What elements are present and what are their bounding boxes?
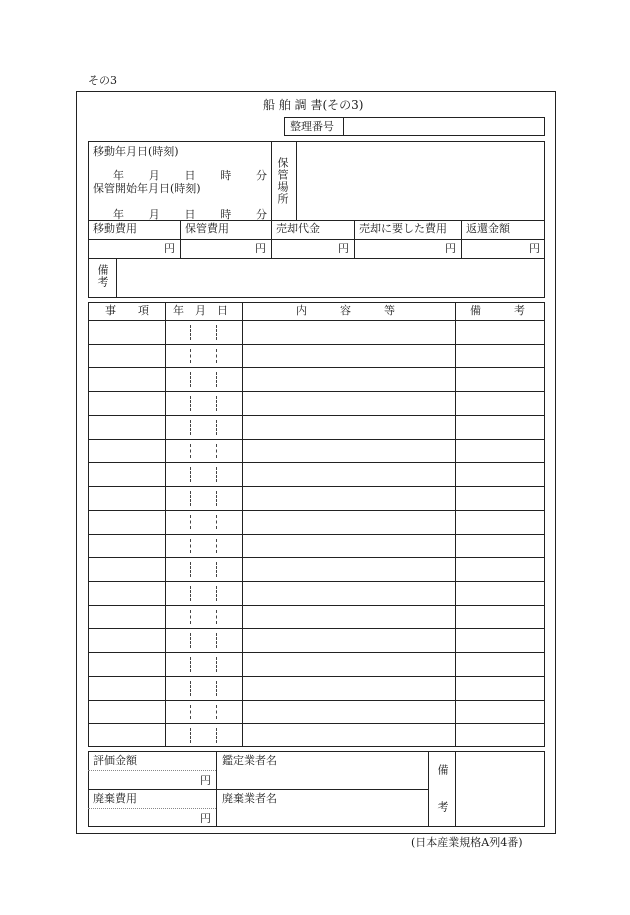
table-row[interactable] (88, 700, 545, 724)
date-separator (216, 586, 217, 601)
henkan-kingaku-field[interactable]: 円 (529, 242, 540, 255)
idou-hiyou-label: 移動費用 (93, 222, 137, 235)
date-separator (216, 633, 217, 648)
date-separator (190, 633, 191, 648)
baikyaku-hiyou-label: 売却に要した費用 (359, 222, 447, 235)
date-separator (190, 444, 191, 459)
idou-nengappi-label: 移動年月日(時刻) (93, 145, 179, 158)
document-title: 船 舶 調 書(その3) (263, 98, 364, 112)
date-separator (190, 515, 191, 530)
date-separator (190, 657, 191, 672)
date-separator (216, 325, 217, 340)
log-header-nengappi: 年 月 日 (173, 304, 228, 317)
date-separator (216, 444, 217, 459)
haiki-gyousha-label: 廃棄業者名 (222, 792, 277, 805)
date-separator (190, 420, 191, 435)
table-row[interactable] (88, 367, 545, 391)
baikyaku-daikin-label: 売却代金 (276, 222, 320, 235)
hokan-hiyou-label: 保管費用 (185, 222, 229, 235)
log-header-biko: 備 考 (470, 304, 525, 317)
hyouka-kingaku-field[interactable]: 円 (200, 774, 211, 787)
idou-nengappi-field[interactable]: 年 月 日 時 分 (113, 169, 267, 182)
date-separator (190, 396, 191, 411)
date-separator (216, 349, 217, 364)
table-row[interactable] (88, 415, 545, 439)
bottom-biko-field[interactable] (458, 754, 542, 824)
page-label: その3 (88, 74, 117, 87)
log-header-jikou: 事 項 (105, 304, 149, 317)
baikyaku-hiyou-field[interactable]: 円 (445, 242, 456, 255)
table-row[interactable] (88, 557, 545, 581)
date-separator (216, 515, 217, 530)
date-separator (190, 610, 191, 625)
date-separator (190, 681, 191, 696)
table-row[interactable] (88, 652, 545, 676)
haiki-hiyou-label: 廃棄費用 (93, 792, 137, 805)
date-separator (216, 539, 217, 554)
date-separator (216, 491, 217, 506)
date-separator (190, 562, 191, 577)
date-separator (190, 728, 191, 743)
hokan-hiyou-field[interactable]: 円 (255, 242, 266, 255)
date-separator (190, 586, 191, 601)
date-separator (216, 705, 217, 720)
baikyaku-daikin-field[interactable]: 円 (338, 242, 349, 255)
hokan-basho-label: 保管場所 (276, 157, 289, 205)
biko-label: 備考 (96, 264, 109, 288)
date-separator (190, 372, 191, 387)
table-row[interactable] (88, 723, 545, 747)
table-row[interactable] (88, 510, 545, 534)
date-separator (190, 539, 191, 554)
date-separator (190, 491, 191, 506)
date-separator (216, 420, 217, 435)
table-row[interactable] (88, 676, 545, 700)
hyouka-kingaku-label: 評価金額 (93, 754, 137, 767)
date-separator (216, 681, 217, 696)
table-row[interactable] (88, 605, 545, 629)
kantei-gyousha-label: 鑑定業者名 (222, 754, 277, 767)
date-separator (190, 349, 191, 364)
table-row[interactable] (88, 320, 545, 344)
date-separator (216, 467, 217, 482)
table-row[interactable] (88, 486, 545, 510)
table-row[interactable] (88, 344, 545, 368)
date-separator (190, 325, 191, 340)
haiki-hiyou-field[interactable]: 円 (200, 812, 211, 825)
date-separator (216, 396, 217, 411)
hokan-basho-field[interactable] (300, 145, 542, 217)
hokan-kaishi-label: 保管開始年月日(時刻) (93, 182, 201, 195)
table-row[interactable] (88, 581, 545, 605)
table-row[interactable] (88, 391, 545, 415)
biko-field[interactable] (119, 261, 542, 295)
hokan-kaishi-field[interactable]: 年 月 日 時 分 (113, 208, 267, 221)
date-separator (216, 657, 217, 672)
date-separator (216, 372, 217, 387)
date-separator (216, 728, 217, 743)
footer-standard: (日本産業規格A列4番) (411, 836, 523, 849)
table-row[interactable] (88, 462, 545, 486)
henkan-kingaku-label: 返還金額 (466, 222, 510, 235)
idou-hiyou-field[interactable]: 円 (164, 242, 175, 255)
table-row[interactable] (88, 628, 545, 652)
table-row[interactable] (88, 439, 545, 463)
date-separator (216, 610, 217, 625)
date-separator (190, 467, 191, 482)
date-separator (190, 705, 191, 720)
table-row[interactable] (88, 534, 545, 558)
date-separator (216, 562, 217, 577)
seiri-bango-label: 整理番号 (290, 120, 334, 133)
bottom-biko-label: 備考 (436, 764, 449, 838)
log-header-naiyou: 内 容 等 (296, 304, 395, 317)
